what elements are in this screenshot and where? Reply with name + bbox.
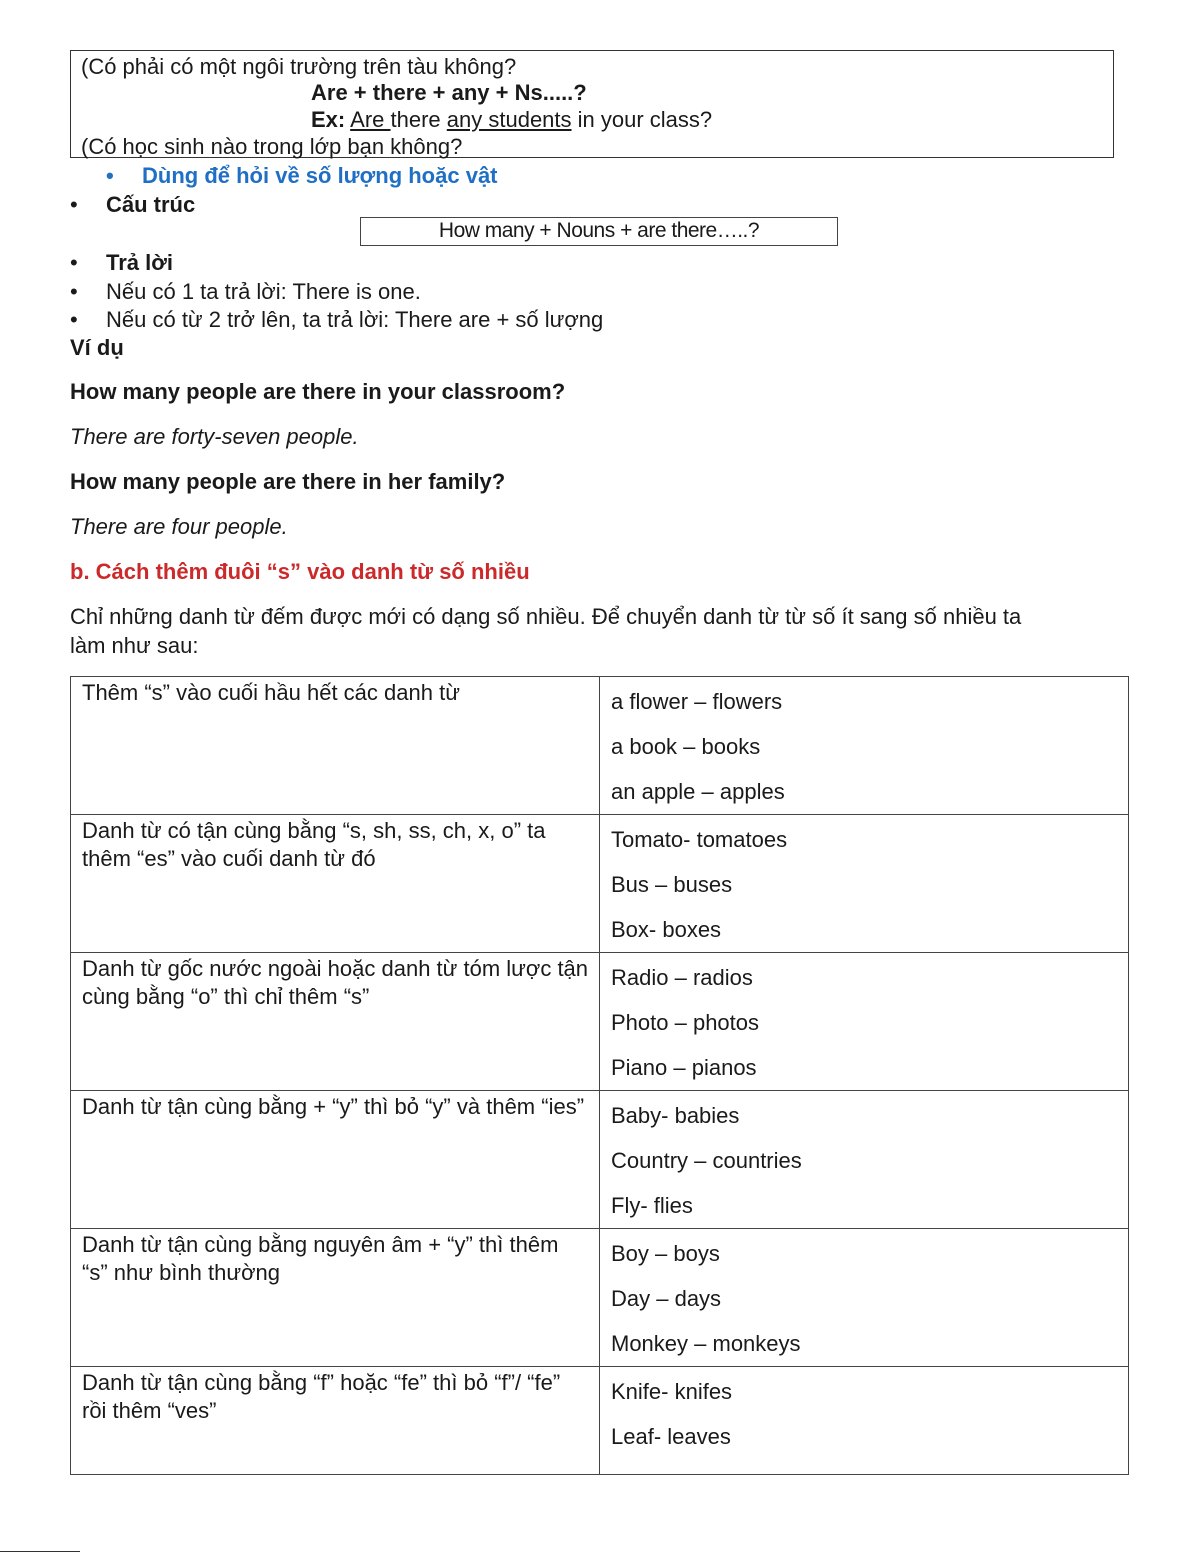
example-item: Monkey – monkeys bbox=[611, 1331, 801, 1356]
answer-text-2: Nếu có từ 2 trở lên, ta trả lời: There are + số lượng bbox=[106, 307, 604, 332]
ex-label: Ex: bbox=[311, 107, 346, 132]
bullet-dot: • bbox=[70, 279, 78, 304]
example-item: a flower – flowers bbox=[611, 689, 783, 714]
bullet-dot: • bbox=[70, 250, 78, 275]
structure-formula-box: How many + Nouns + are there…..? bbox=[360, 217, 838, 246]
example-item: Fly- flies bbox=[611, 1193, 693, 1218]
example-item: Photo – photos bbox=[611, 1010, 760, 1035]
section-b-title: b. Cách thêm đuôi “s” vào danh từ số nhiều bbox=[70, 559, 530, 584]
ex-rest: in your class? bbox=[571, 107, 713, 132]
answer-heading: Trả lời bbox=[106, 250, 173, 275]
rule-cell: Danh từ tận cùng bằng “f” hoặc “fe” thì bỏ “f”/ “fe” rồi thêm “ves” bbox=[71, 1367, 600, 1475]
example-heading: Ví dụ bbox=[70, 335, 124, 360]
sub-bullet-text: Dùng để hỏi về số lượng hoặc vật bbox=[142, 163, 498, 188]
bullet-dot: • bbox=[70, 192, 78, 217]
box-line-1: (Có phải có một ngôi trường trên tàu không? bbox=[81, 54, 517, 79]
box-line-4: (Có học sinh nào trong lớp bạn không? bbox=[81, 134, 463, 159]
section-b-intro-1: Chỉ những danh từ đếm được mới có dạng số nhiều. Để chuyển danh từ từ số ít sang số nhiều ta bbox=[70, 604, 1022, 629]
question-box bbox=[70, 50, 1114, 158]
rule-cell: Danh từ có tận cùng bằng “s, sh, ss, ch, x, o” ta thêm “es” vào cuối danh từ đó bbox=[71, 815, 600, 953]
example-item: Knife- knifes bbox=[611, 1379, 733, 1404]
answer-text-1: Nếu có 1 ta trả lời: There is one. bbox=[106, 279, 421, 304]
example-item: Piano – pianos bbox=[611, 1055, 757, 1080]
table-row bbox=[71, 1229, 1129, 1367]
example-question-1: How many people are there in your classroom? bbox=[70, 379, 566, 404]
examples-cell bbox=[600, 953, 1129, 1091]
example-item: Radio – radios bbox=[611, 965, 753, 990]
section-b-intro-2: làm như sau: bbox=[70, 633, 199, 658]
rule-cell: Danh từ tận cùng bằng + “y” thì bỏ “y” và thêm “ies” bbox=[71, 1091, 600, 1229]
example-item: Boy – boys bbox=[611, 1241, 720, 1266]
example-answer-1: There are forty-seven people. bbox=[70, 424, 359, 449]
rule-cell: Thêm “s” vào cuối hầu hết các danh từ bbox=[71, 677, 600, 815]
table-row bbox=[71, 1367, 1129, 1475]
examples-cell bbox=[600, 1229, 1129, 1367]
table-row bbox=[71, 677, 1129, 815]
box-formula: Are + there + any + Ns.....? bbox=[311, 80, 587, 105]
example-item: Box- boxes bbox=[611, 917, 722, 942]
example-item: Tomato- tomatoes bbox=[611, 827, 788, 852]
ex-are: Are bbox=[350, 107, 391, 132]
rule-cell: Danh từ tận cùng bằng nguyên âm + “y” thì thêm “s” như bình thường bbox=[71, 1229, 600, 1367]
table-row bbox=[71, 815, 1129, 953]
ex-any-students: any students bbox=[446, 107, 572, 132]
box-example bbox=[311, 106, 712, 135]
rule-cell: Danh từ gốc nước ngoài hoặc danh từ tóm lược tận cùng bằng “o” thì chỉ thêm “s” bbox=[71, 953, 600, 1091]
example-item: Bus – buses bbox=[611, 872, 733, 897]
bullet-dot: • bbox=[70, 307, 78, 332]
footnote-divider bbox=[0, 1551, 80, 1552]
examples-cell bbox=[600, 1367, 1129, 1475]
ex-there: there bbox=[390, 107, 447, 132]
bullet-dot: • bbox=[106, 163, 114, 188]
table-row bbox=[71, 1091, 1129, 1229]
examples-cell bbox=[600, 1091, 1129, 1229]
example-item: an apple – apples bbox=[611, 779, 785, 804]
table-row bbox=[71, 953, 1129, 1091]
examples-cell bbox=[600, 677, 1129, 815]
structure-heading: Cấu trúc bbox=[106, 192, 196, 217]
plural-rules-table bbox=[70, 676, 1129, 1475]
example-item: a book – books bbox=[611, 734, 761, 759]
example-item: Day – days bbox=[611, 1286, 722, 1311]
example-question-2: How many people are there in her family? bbox=[70, 469, 506, 494]
example-answer-2: There are four people. bbox=[70, 514, 288, 539]
example-item: Leaf- leaves bbox=[611, 1424, 731, 1449]
example-item: Country – countries bbox=[611, 1148, 802, 1173]
examples-cell bbox=[600, 815, 1129, 953]
example-item: Baby- babies bbox=[611, 1103, 740, 1128]
